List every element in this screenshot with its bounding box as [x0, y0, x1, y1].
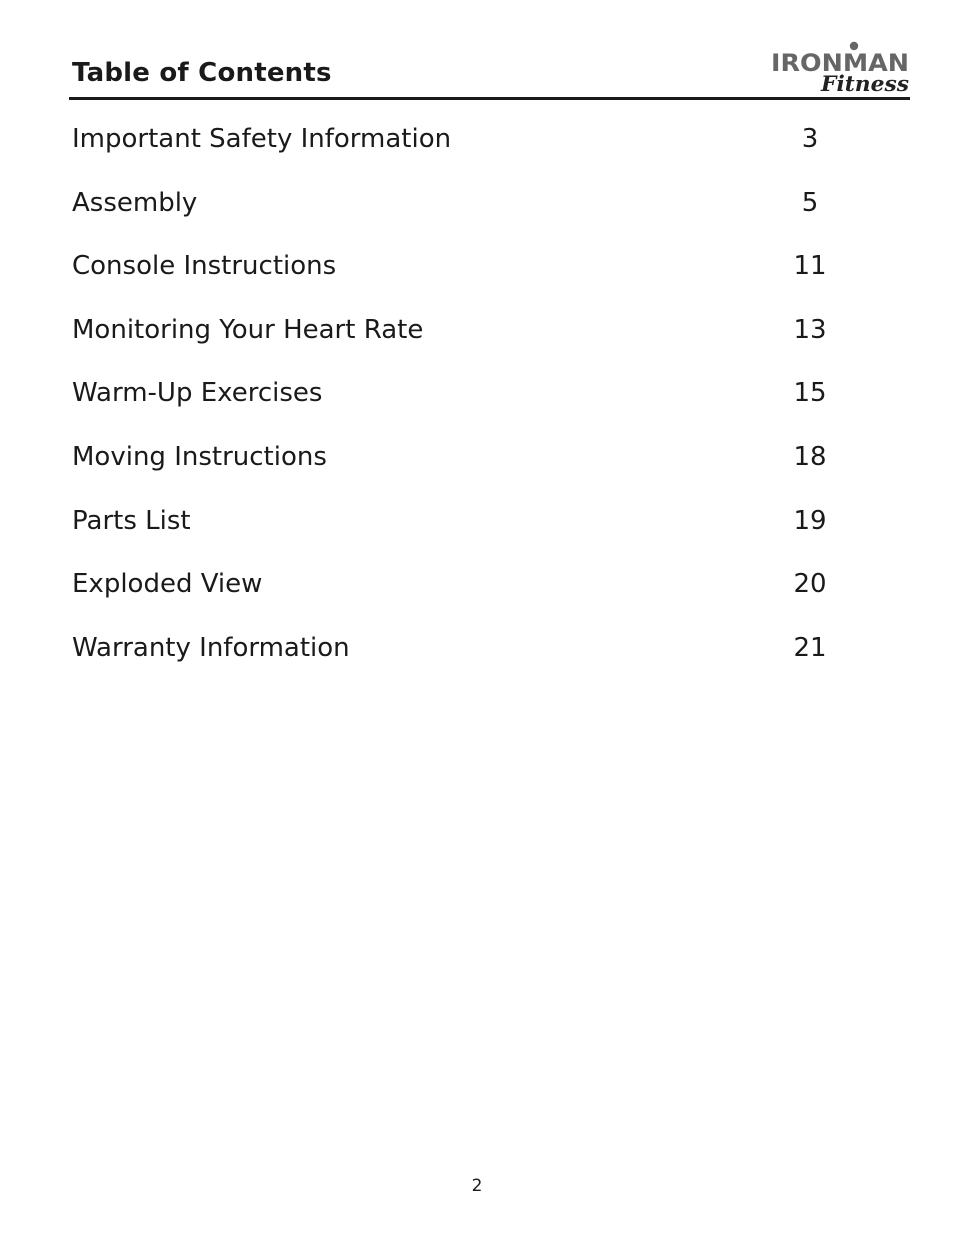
page-title: Table of Contents: [72, 58, 332, 88]
header-rule: [69, 97, 910, 100]
ironman-fitness-logo: [769, 38, 911, 96]
toc-entry-exploded-view[interactable]: [72, 562, 838, 626]
toc-entry-console[interactable]: [72, 244, 838, 308]
toc-entry-page: 15: [793, 378, 827, 409]
toc-entry-warm-up[interactable]: [72, 371, 838, 435]
toc-entry-safety[interactable]: [72, 117, 838, 181]
toc-entry-title: Parts List: [72, 505, 191, 536]
toc-entry-title: Assembly: [72, 187, 198, 218]
toc-entry-page: 13: [793, 314, 827, 345]
toc-entry-page: 3: [801, 124, 819, 154]
toc-entry-warranty[interactable]: [72, 626, 838, 690]
toc-entry-title: Monitoring Your Heart Rate: [72, 314, 424, 345]
toc-entry-page: 11: [793, 251, 827, 282]
toc-entry-moving[interactable]: [72, 435, 838, 499]
toc-entry-heart-rate[interactable]: [72, 308, 838, 372]
toc-entry-assembly[interactable]: [72, 181, 838, 245]
table-of-contents: [72, 117, 838, 689]
toc-entry-title: Important Safety Information: [72, 124, 452, 154]
toc-entry-title: Exploded View: [72, 569, 263, 600]
toc-entry-page: 20: [793, 569, 827, 600]
page-number: 2: [471, 1176, 483, 1196]
svg-text:Fitness: Fitness: [819, 71, 910, 96]
page-header: [69, 38, 910, 100]
toc-entry-page: 5: [801, 187, 819, 218]
toc-entry-parts-list[interactable]: [72, 499, 838, 563]
toc-entry-title: Warranty Information: [72, 632, 350, 663]
toc-entry-page: 19: [793, 505, 827, 536]
toc-entry-title: Console Instructions: [72, 251, 337, 282]
svg-text:IRONMAN: IRONMAN: [771, 49, 909, 77]
toc-entry-page: 18: [793, 441, 827, 472]
toc-entry-title: Warm-Up Exercises: [72, 378, 323, 409]
toc-entry-title: Moving Instructions: [72, 441, 327, 472]
toc-entry-page: 21: [793, 632, 827, 663]
